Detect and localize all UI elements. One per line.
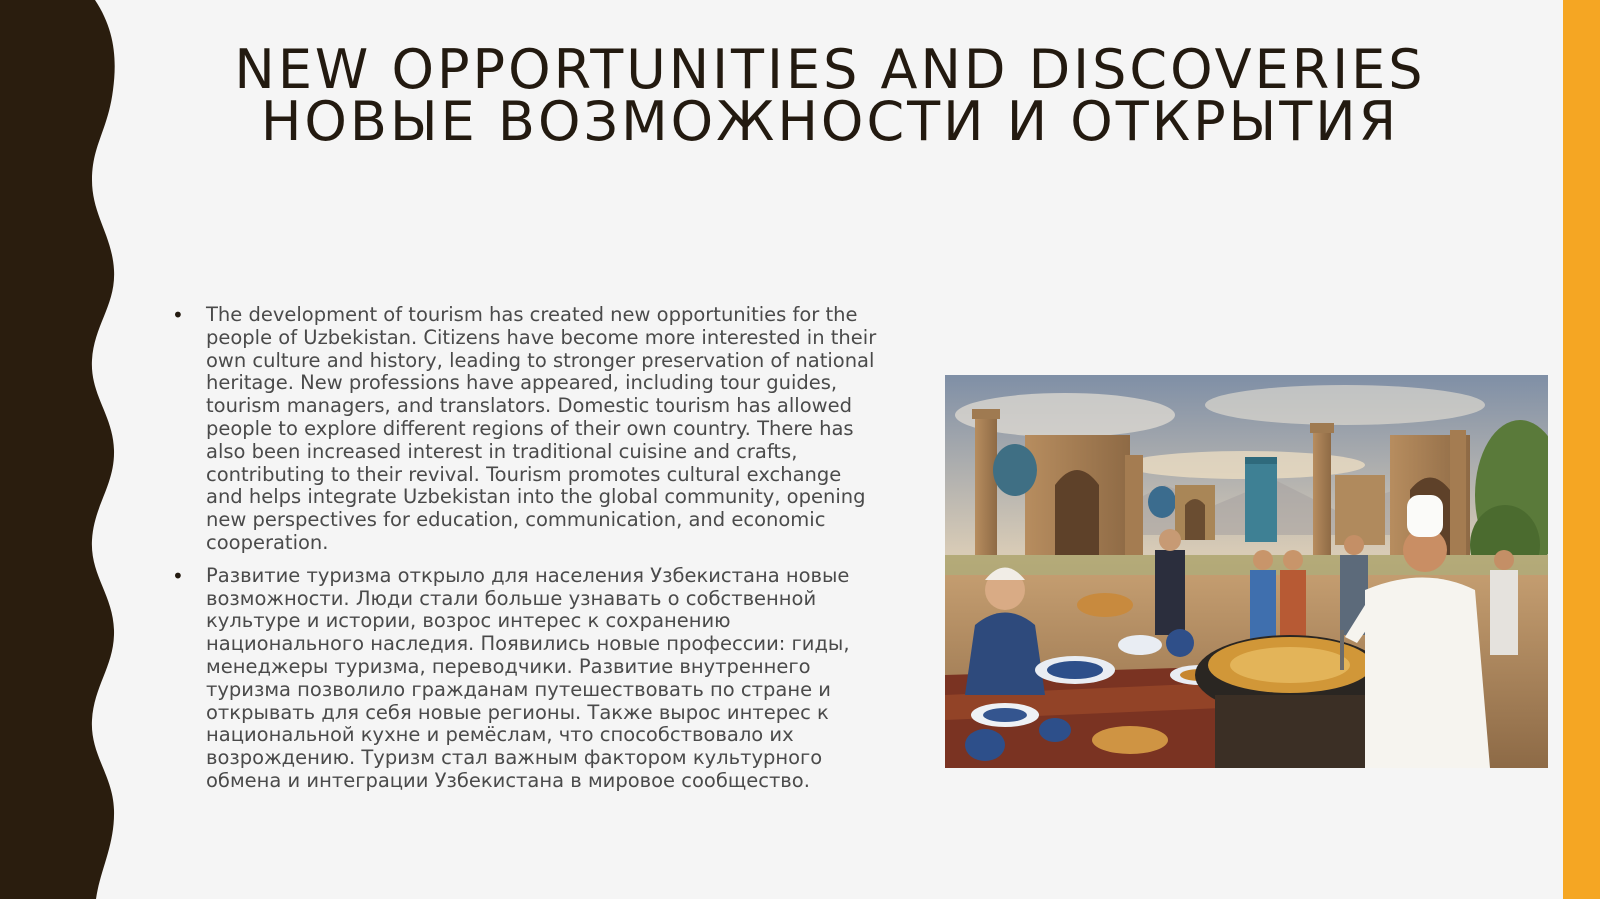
tourism-photo-illustration xyxy=(945,375,1548,768)
bullet-list xyxy=(172,304,882,793)
bullet-marker: • xyxy=(172,303,184,327)
title-english: NEW OPPORTUNITIES AND DISCOVERIES xyxy=(234,38,1426,101)
bullet-text-english: The development of tourism has created new opportunities for the people of Uzbekistan. Citizens have become more interested in their own culture and history, leading to stronger preservation of national heritage. New professions have appeared, including tour guides, tourism managers, and translators. Domestic tourism has allowed people to explore different regions of their own country. There has also been increased interest in traditional cuisine and crafts, contributing to their revival. Tourism promotes cultural exchange and helps integrate Uzbekistan into the global community, opening new perspectives for education, communication, and economic cooperation. xyxy=(206,303,877,554)
slide-title xyxy=(150,38,1510,153)
accent-bar xyxy=(1563,0,1600,899)
bullet-marker: • xyxy=(172,563,184,588)
bullet-content xyxy=(172,304,882,803)
bullet-text-russian: Развитие туризма открыло для населения Узбекистана новые возможности. Люди стали больше узнавать о собственной культуре и истории, возрос интерес к сохранению национального наследия. Появились новые профессии: гиды, менеджеры туризма, переводчики. Развитие внутреннего туризма позволило гражданам путешествовать по стране и открывать для себя новые регионы. Также вырос интерес к национальной кухне и ремёслам, что способствовало их возрождению. Туризм стал важным фактором культурного обмена и интеграции Узбекистана в мировое сообщество. xyxy=(206,563,850,792)
bullet-item-russian xyxy=(172,565,882,793)
bullet-item-english xyxy=(172,304,882,555)
wave-border-decoration xyxy=(0,0,125,899)
tourism-photo xyxy=(945,375,1548,768)
title-russian: НОВЫЕ ВОЗМОЖНОСТИ И ОТКРЫТИЯ xyxy=(260,90,1400,153)
